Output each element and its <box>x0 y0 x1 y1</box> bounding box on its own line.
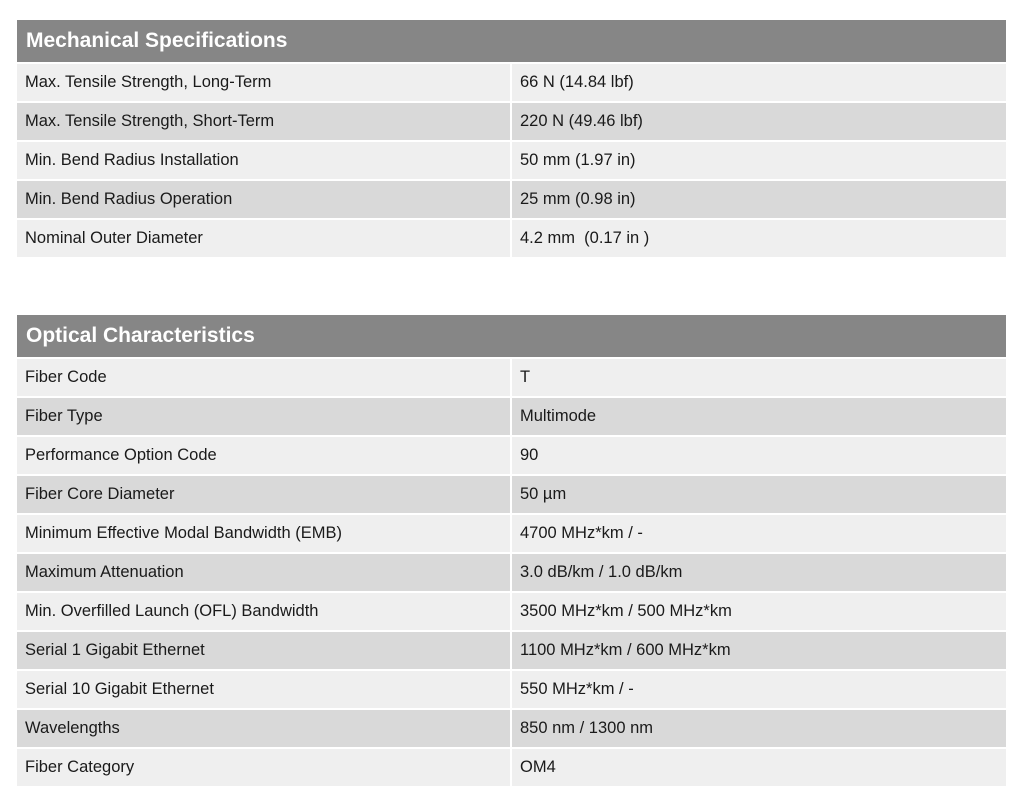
optical-characteristics-header: Optical Characteristics <box>17 315 1006 357</box>
spec-value: 50 µm <box>512 476 1006 513</box>
table-row <box>17 64 1006 101</box>
spec-label: Serial 1 Gigabit Ethernet <box>17 632 510 669</box>
spec-label: Min. Bend Radius Operation <box>17 181 510 218</box>
spec-value: Multimode <box>512 398 1006 435</box>
spec-label: Serial 10 Gigabit Ethernet <box>17 671 510 708</box>
spec-value: 50 mm (1.97 in) <box>512 142 1006 179</box>
table-row <box>17 515 1006 552</box>
table-row <box>17 103 1006 140</box>
mechanical-specifications-table <box>17 20 1006 257</box>
table-row <box>17 220 1006 257</box>
spec-value: T <box>512 359 1006 396</box>
spec-label: Nominal Outer Diameter <box>17 220 510 257</box>
mechanical-specifications-header: Mechanical Specifications <box>17 20 1006 62</box>
spec-label: Fiber Code <box>17 359 510 396</box>
spec-label: Fiber Type <box>17 398 510 435</box>
spec-label: Minimum Effective Modal Bandwidth (EMB) <box>17 515 510 552</box>
table-row <box>17 632 1006 669</box>
spec-value: 4.2 mm (0.17 in ) <box>512 220 1006 257</box>
table-row <box>17 710 1006 747</box>
spec-value: 25 mm (0.98 in) <box>512 181 1006 218</box>
spec-value: OM4 <box>512 749 1006 786</box>
spec-value: 850 nm / 1300 nm <box>512 710 1006 747</box>
spec-label: Fiber Core Diameter <box>17 476 510 513</box>
spec-value: 220 N (49.46 lbf) <box>512 103 1006 140</box>
spec-value: 1100 MHz*km / 600 MHz*km <box>512 632 1006 669</box>
spec-label: Maximum Attenuation <box>17 554 510 591</box>
table-row <box>17 142 1006 179</box>
table-row <box>17 671 1006 708</box>
table-row <box>17 398 1006 435</box>
spec-label: Wavelengths <box>17 710 510 747</box>
spec-value: 4700 MHz*km / - <box>512 515 1006 552</box>
table-row <box>17 749 1006 786</box>
spec-label: Max. Tensile Strength, Short-Term <box>17 103 510 140</box>
spec-label: Performance Option Code <box>17 437 510 474</box>
table-row <box>17 181 1006 218</box>
spec-value: 90 <box>512 437 1006 474</box>
spec-value: 66 N (14.84 lbf) <box>512 64 1006 101</box>
spec-value: 3500 MHz*km / 500 MHz*km <box>512 593 1006 630</box>
table-row <box>17 554 1006 591</box>
spec-label: Fiber Category <box>17 749 510 786</box>
spec-label: Max. Tensile Strength, Long-Term <box>17 64 510 101</box>
spec-value: 3.0 dB/km / 1.0 dB/km <box>512 554 1006 591</box>
table-row <box>17 437 1006 474</box>
optical-characteristics-table <box>17 315 1006 786</box>
table-row <box>17 359 1006 396</box>
spec-value: 550 MHz*km / - <box>512 671 1006 708</box>
table-row <box>17 476 1006 513</box>
table-row <box>17 593 1006 630</box>
spec-label: Min. Overfilled Launch (OFL) Bandwidth <box>17 593 510 630</box>
spec-label: Min. Bend Radius Installation <box>17 142 510 179</box>
